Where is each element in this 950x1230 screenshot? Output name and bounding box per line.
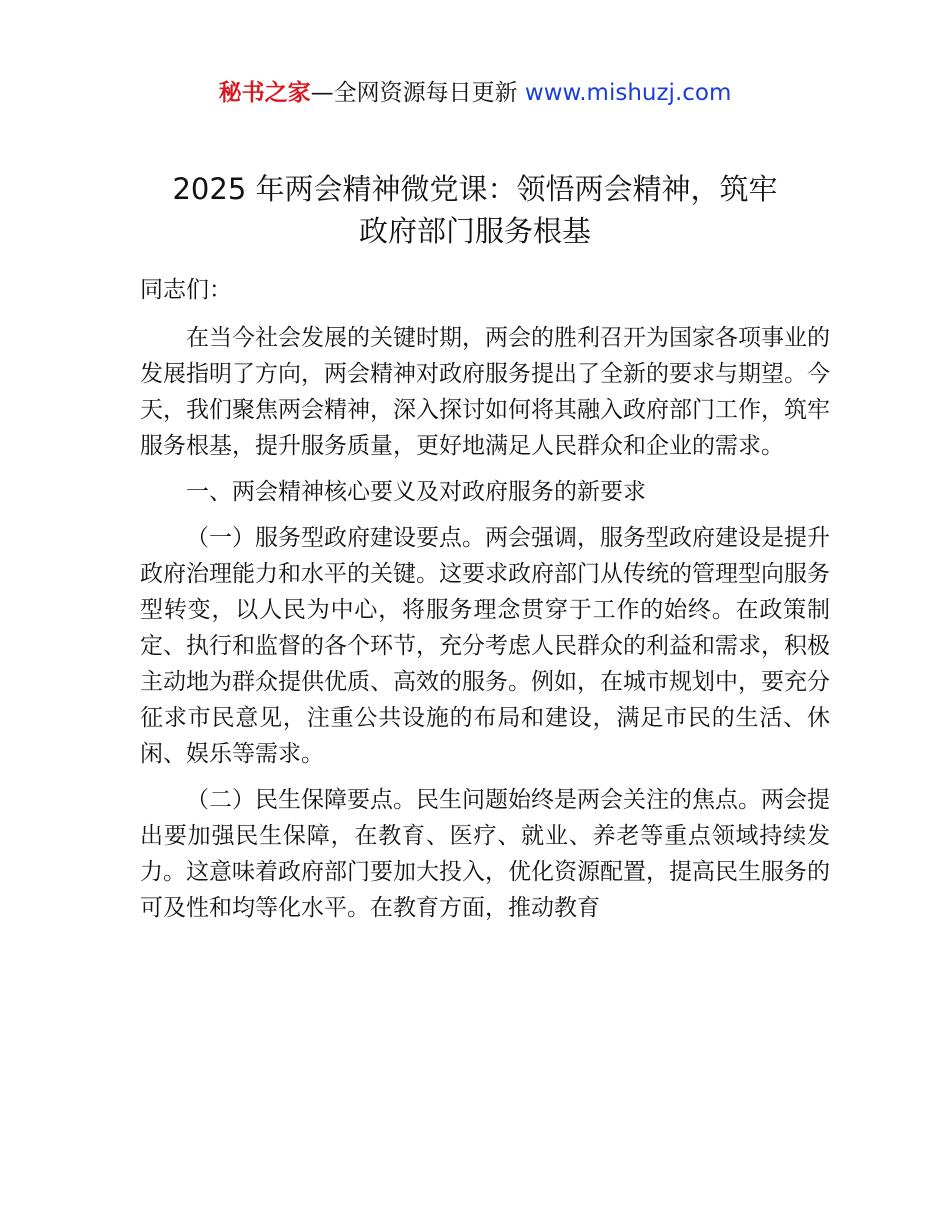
paragraph-livelihood: （二）民生保障要点。民生问题始终是两会关注的焦点。两会提出要加强民生保障，在教育、医疗、就业、养老等重点领域持续发力。这意味着政府部门要加大投入，优化资源配置，提高民生服务的可及性和均等化水平。在教育方面，推动教育 [140, 787, 830, 921]
site-header-banner [0, 76, 950, 110]
title-line-1: 2025 年两会精神微党课：领悟两会精神，筑牢 [172, 172, 778, 206]
salutation: 同志们： [140, 277, 232, 303]
brand-name: 秘书之家 [218, 80, 311, 106]
site-url-link[interactable]: www.mishuzj.com [524, 80, 732, 106]
document-title [100, 168, 850, 252]
header-tagline: —全网资源每日更新 [310, 80, 525, 106]
paragraph-service-government: （一）服务型政府建设要点。两会强调，服务型政府建设是提升政府治理能力和水平的关键。这要求政府部门从传统的管理型向服务型转变，以人民为中心，将服务理念贯穿于工作的始终。在政策制定、执行和监督的各个环节，充分考虑人民群众的利益和需求，积极主动地为群众提供优质、高效的服务。例如，在城市规划中，要充分征求市民意见，注重公共设施的布局和建设，满足市民的生活、休闲、娱乐等需求。 [140, 525, 830, 767]
section-heading-1: 一、两会精神核心要义及对政府服务的新要求 [186, 479, 646, 505]
paragraph-intro: 在当今社会发展的关键时期，两会的胜利召开为国家各项事业的发展指明了方向，两会精神对政府服务提出了全新的要求与期望。今天，我们聚焦两会精神，深入探讨如何将其融入政府部门工作，筑牢服务根基，提升服务质量，更好地满足人民群众和企业的需求。 [140, 325, 830, 459]
title-line-2: 政府部门服务根基 [358, 214, 591, 248]
document-body [140, 272, 830, 936]
